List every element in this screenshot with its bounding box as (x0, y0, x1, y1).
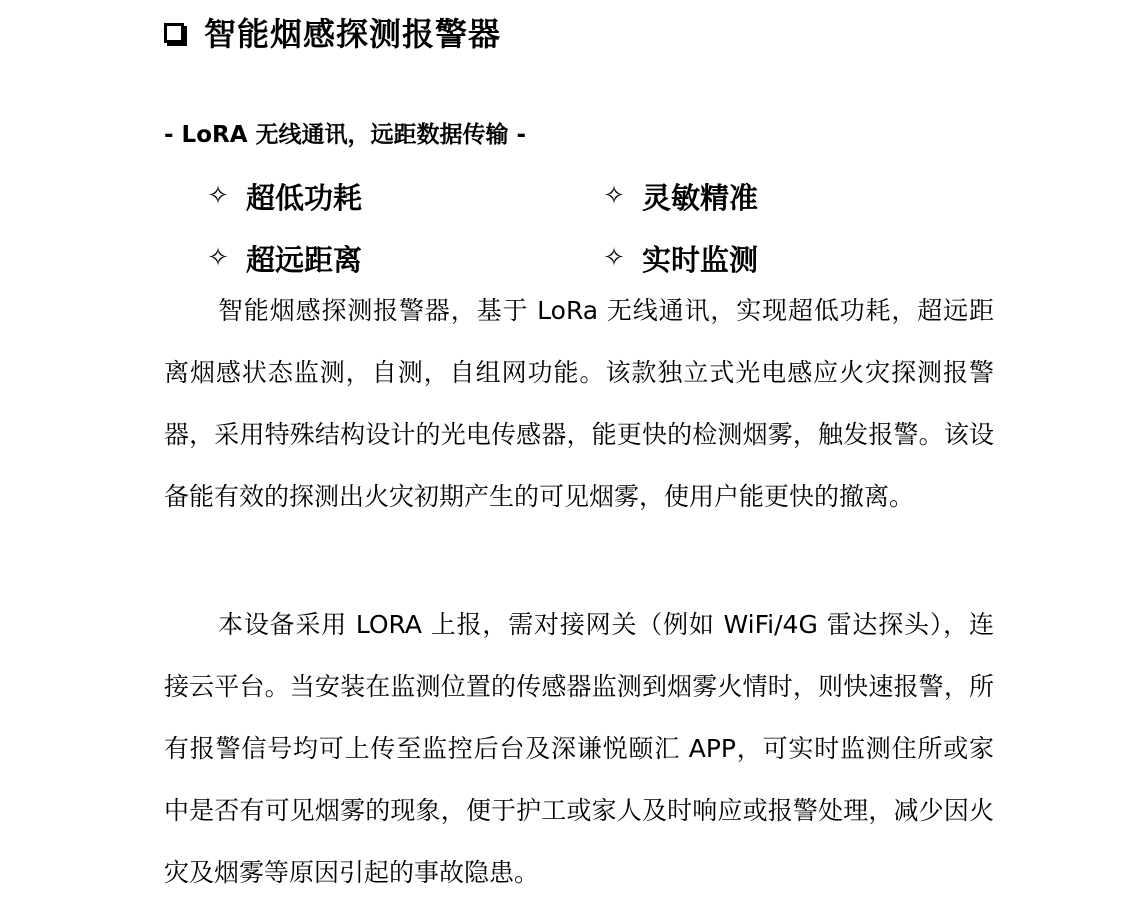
body-paragraph: 智能烟感探测报警器，基于 LoRa 无线通讯，实现超低功耗，超远距离烟感状态监测，自测，自组网功能。该款独立式光电感应火灾探测报警器，采用特殊结构设计的光电传感器，能更快的检测烟雾，触发报警。该设备能有效的探测出火灾初期产生的可见烟雾，使用户能更快的撤离。 (164, 296, 994, 511)
star-outline-icon: ✧ (603, 181, 625, 211)
feature-item (600, 238, 758, 278)
subtitle: - LoRA 无线通讯，远距数据传输 - (164, 122, 527, 148)
star-outline-icon: ✧ (207, 243, 229, 273)
feature-item (600, 176, 758, 216)
star-outline-icon: ✧ (603, 243, 625, 273)
star-outline-icon: ✧ (207, 181, 229, 211)
feature-label: 实时监测 (642, 242, 759, 277)
feature-item (204, 176, 362, 216)
feature-label: 超远距离 (246, 242, 363, 277)
feature-label: 灵敏精准 (642, 180, 759, 215)
title-row (164, 8, 501, 56)
feature-item (204, 238, 362, 278)
body-paragraph: 本设备采用 LORA 上报，需对接网关（例如 WiFi/4G 雷达探头），连接云平台。当安装在监测位置的传感器监测到烟雾火情时，则快速报警，所有报警信号均可上传至监控后台及深谦悦颐汇 APP，可实时监测住所或家中是否有可见烟雾的现象，便于护工或家人及时响应或报警处理，减少因火灾及烟雾等原因引起的事故隐患。 (164, 610, 994, 887)
page-title: 智能烟感探测报警器 (204, 15, 502, 53)
checkbox-icon (164, 23, 184, 43)
feature-label: 超低功耗 (246, 180, 363, 215)
